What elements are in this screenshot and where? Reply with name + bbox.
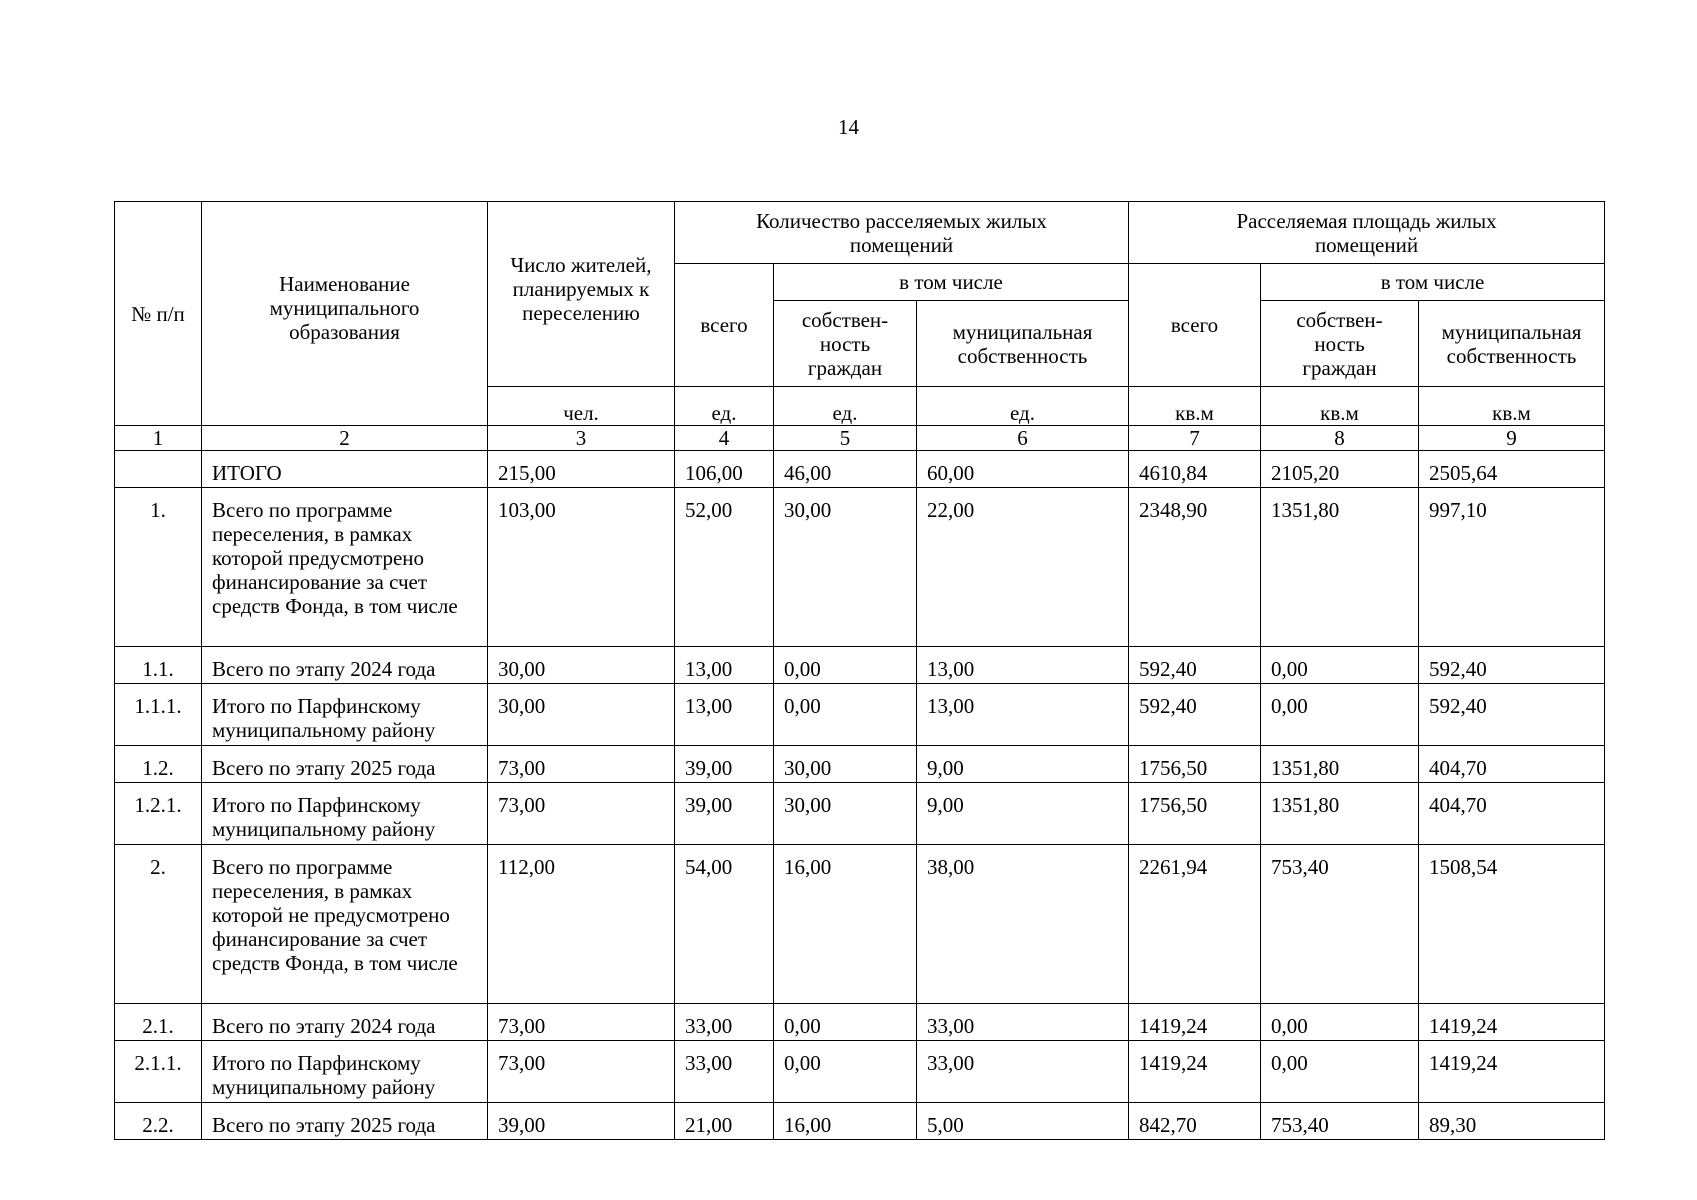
- resettlement-table: [114, 201, 1605, 1140]
- row-value: 16,00: [774, 1103, 917, 1140]
- row-value: 30,00: [488, 647, 675, 684]
- column-number: 1: [115, 426, 202, 451]
- row-value: 13,00: [917, 647, 1129, 684]
- header-rooms-total: всего: [675, 264, 774, 387]
- row-value: 103,00: [488, 488, 675, 647]
- row-value: 73,00: [488, 1004, 675, 1041]
- header-area-group-text: Расселяемая площадь жилых помещений: [1236, 208, 1497, 257]
- row-value: 89,30: [1419, 1103, 1605, 1140]
- header-row-1: [115, 202, 1605, 264]
- row-value: 38,00: [917, 845, 1129, 1004]
- table-row: [115, 746, 1605, 783]
- header-name: [202, 202, 488, 426]
- row-value: 842,70: [1129, 1103, 1261, 1140]
- row-value: 9,00: [917, 783, 1129, 845]
- row-value: 215,00: [488, 451, 675, 488]
- header-area-citizens: [1261, 301, 1419, 387]
- row-value: 1351,80: [1261, 488, 1419, 647]
- header-rooms-group-text: Количество расселяемых жилых помещений: [756, 208, 1047, 257]
- unit-rooms-municipal: ед.: [917, 387, 1129, 426]
- header-area-total: всего: [1129, 264, 1261, 387]
- row-value: 592,40: [1419, 684, 1605, 746]
- header-no: № п/п: [115, 202, 202, 426]
- table-row: [115, 488, 1605, 647]
- row-value: 1756,50: [1129, 746, 1261, 783]
- header-area-citizens-text: собствен-ность граждан: [1296, 307, 1383, 380]
- row-value: 753,40: [1261, 845, 1419, 1004]
- table-row: [115, 1103, 1605, 1140]
- column-number: 5: [774, 426, 917, 451]
- row-name: Всего по программе переселения, в рамках которой предусмотрено финансирование за счет средств Фонда, в том числе: [202, 488, 488, 647]
- row-value: 33,00: [675, 1004, 774, 1041]
- row-value: 1351,80: [1261, 783, 1419, 845]
- table-row: [115, 783, 1605, 845]
- row-value: 0,00: [1261, 684, 1419, 746]
- row-name: Всего по этапу 2025 года: [202, 1103, 488, 1140]
- header-name-text: Наименование муниципального образования: [269, 271, 420, 344]
- row-value: 30,00: [774, 783, 917, 845]
- row-value: 0,00: [1261, 1004, 1419, 1041]
- row-value: 1419,24: [1419, 1004, 1605, 1041]
- column-numbers-row: [115, 426, 1605, 451]
- row-value: 30,00: [774, 488, 917, 647]
- row-value: 106,00: [675, 451, 774, 488]
- row-value: 0,00: [774, 647, 917, 684]
- row-value: 39,00: [675, 746, 774, 783]
- row-number: 2.1.: [115, 1004, 202, 1041]
- row-value: 1351,80: [1261, 746, 1419, 783]
- header-rooms-municipal: [917, 301, 1129, 387]
- header-rooms-including: в том числе: [774, 264, 1129, 301]
- row-name: Итого по Парфинскому муниципальному району: [202, 783, 488, 845]
- row-number: 2.1.1.: [115, 1041, 202, 1103]
- header-area-group: [1129, 202, 1605, 264]
- unit-rooms-total: ед.: [675, 387, 774, 426]
- unit-area-municipal: кв.м: [1419, 387, 1605, 426]
- row-value: 112,00: [488, 845, 675, 1004]
- row-value: 13,00: [675, 684, 774, 746]
- row-value: 2348,90: [1129, 488, 1261, 647]
- column-number: 2: [202, 426, 488, 451]
- row-value: 1419,24: [1129, 1041, 1261, 1103]
- column-number: 7: [1129, 426, 1261, 451]
- row-value: 73,00: [488, 746, 675, 783]
- page-number: 14: [838, 115, 859, 139]
- header-rooms-municipal-text: муниципальная собственность: [952, 319, 1093, 368]
- row-value: 33,00: [675, 1041, 774, 1103]
- row-value: 9,00: [917, 746, 1129, 783]
- row-number: 1.2.: [115, 746, 202, 783]
- row-value: 16,00: [774, 845, 917, 1004]
- row-value: 60,00: [917, 451, 1129, 488]
- row-name: Итого по Парфинскому муниципальному району: [202, 684, 488, 746]
- row-number: 1.: [115, 488, 202, 647]
- row-value: 0,00: [1261, 647, 1419, 684]
- header-area-municipal-text: муниципальная собственность: [1441, 319, 1582, 368]
- unit-area-citizens: кв.м: [1261, 387, 1419, 426]
- table-row: [115, 684, 1605, 746]
- row-value: 73,00: [488, 1041, 675, 1103]
- row-value: 33,00: [917, 1041, 1129, 1103]
- column-number: 6: [917, 426, 1129, 451]
- column-number: 8: [1261, 426, 1419, 451]
- row-number: 2.: [115, 845, 202, 1004]
- row-value: 592,40: [1129, 647, 1261, 684]
- row-name: Всего по этапу 2024 года: [202, 647, 488, 684]
- header-area-municipal: [1419, 301, 1605, 387]
- header-residents-text: Число жителей, планируемых к переселению: [510, 253, 652, 325]
- row-value: 46,00: [774, 451, 917, 488]
- row-value: 753,40: [1261, 1103, 1419, 1140]
- row-number: 2.2.: [115, 1103, 202, 1140]
- row-value: 39,00: [675, 783, 774, 845]
- column-number: 4: [675, 426, 774, 451]
- column-number: 9: [1419, 426, 1605, 451]
- row-value: 30,00: [774, 746, 917, 783]
- row-name: Всего по этапу 2024 года: [202, 1004, 488, 1041]
- row-value: 52,00: [675, 488, 774, 647]
- row-value: 5,00: [917, 1103, 1129, 1140]
- header-rooms-citizens-text: собствен-ность граждан: [801, 307, 889, 380]
- row-name: ИТОГО: [202, 451, 488, 488]
- unit-area-total: кв.м: [1129, 387, 1261, 426]
- row-value: 997,10: [1419, 488, 1605, 647]
- header-area-including: в том числе: [1261, 264, 1605, 301]
- row-number: 1.1.: [115, 647, 202, 684]
- row-value: 39,00: [488, 1103, 675, 1140]
- row-value: 33,00: [917, 1004, 1129, 1041]
- row-value: 0,00: [774, 1041, 917, 1103]
- row-value: 22,00: [917, 488, 1129, 647]
- row-value: 2261,94: [1129, 845, 1261, 1004]
- row-value: 21,00: [675, 1103, 774, 1140]
- unit-rooms-citizens: ед.: [774, 387, 917, 426]
- row-value: 54,00: [675, 845, 774, 1004]
- row-value: 0,00: [774, 684, 917, 746]
- row-number: [115, 451, 202, 488]
- row-value: 404,70: [1419, 783, 1605, 845]
- row-value: 1419,24: [1419, 1041, 1605, 1103]
- header-residents: [488, 202, 675, 387]
- row-number: 1.2.1.: [115, 783, 202, 845]
- row-value: 30,00: [488, 684, 675, 746]
- header-rooms-group: [675, 202, 1129, 264]
- table-row: [115, 845, 1605, 1004]
- table-row: [115, 1004, 1605, 1041]
- row-value: 4610,84: [1129, 451, 1261, 488]
- row-value: 592,40: [1129, 684, 1261, 746]
- unit-persons: чел.: [488, 387, 675, 426]
- row-value: 592,40: [1419, 647, 1605, 684]
- column-number: 3: [488, 426, 675, 451]
- table-row: [115, 451, 1605, 488]
- row-value: 1756,50: [1129, 783, 1261, 845]
- table-row: [115, 1041, 1605, 1103]
- row-value: 13,00: [675, 647, 774, 684]
- row-value: 404,70: [1419, 746, 1605, 783]
- row-value: 1508,54: [1419, 845, 1605, 1004]
- row-name: Всего по этапу 2025 года: [202, 746, 488, 783]
- row-value: 2505,64: [1419, 451, 1605, 488]
- row-name: Итого по Парфинскому муниципальному району: [202, 1041, 488, 1103]
- row-number: 1.1.1.: [115, 684, 202, 746]
- row-value: 13,00: [917, 684, 1129, 746]
- table-row: [115, 647, 1605, 684]
- row-value: 1419,24: [1129, 1004, 1261, 1041]
- header-rooms-citizens: [774, 301, 917, 387]
- row-name: Всего по программе переселения, в рамках которой не предусмотрено финансирование за счет средств Фонда, в том числе: [202, 845, 488, 1004]
- row-value: 0,00: [774, 1004, 917, 1041]
- row-value: 2105,20: [1261, 451, 1419, 488]
- row-value: 73,00: [488, 783, 675, 845]
- row-value: 0,00: [1261, 1041, 1419, 1103]
